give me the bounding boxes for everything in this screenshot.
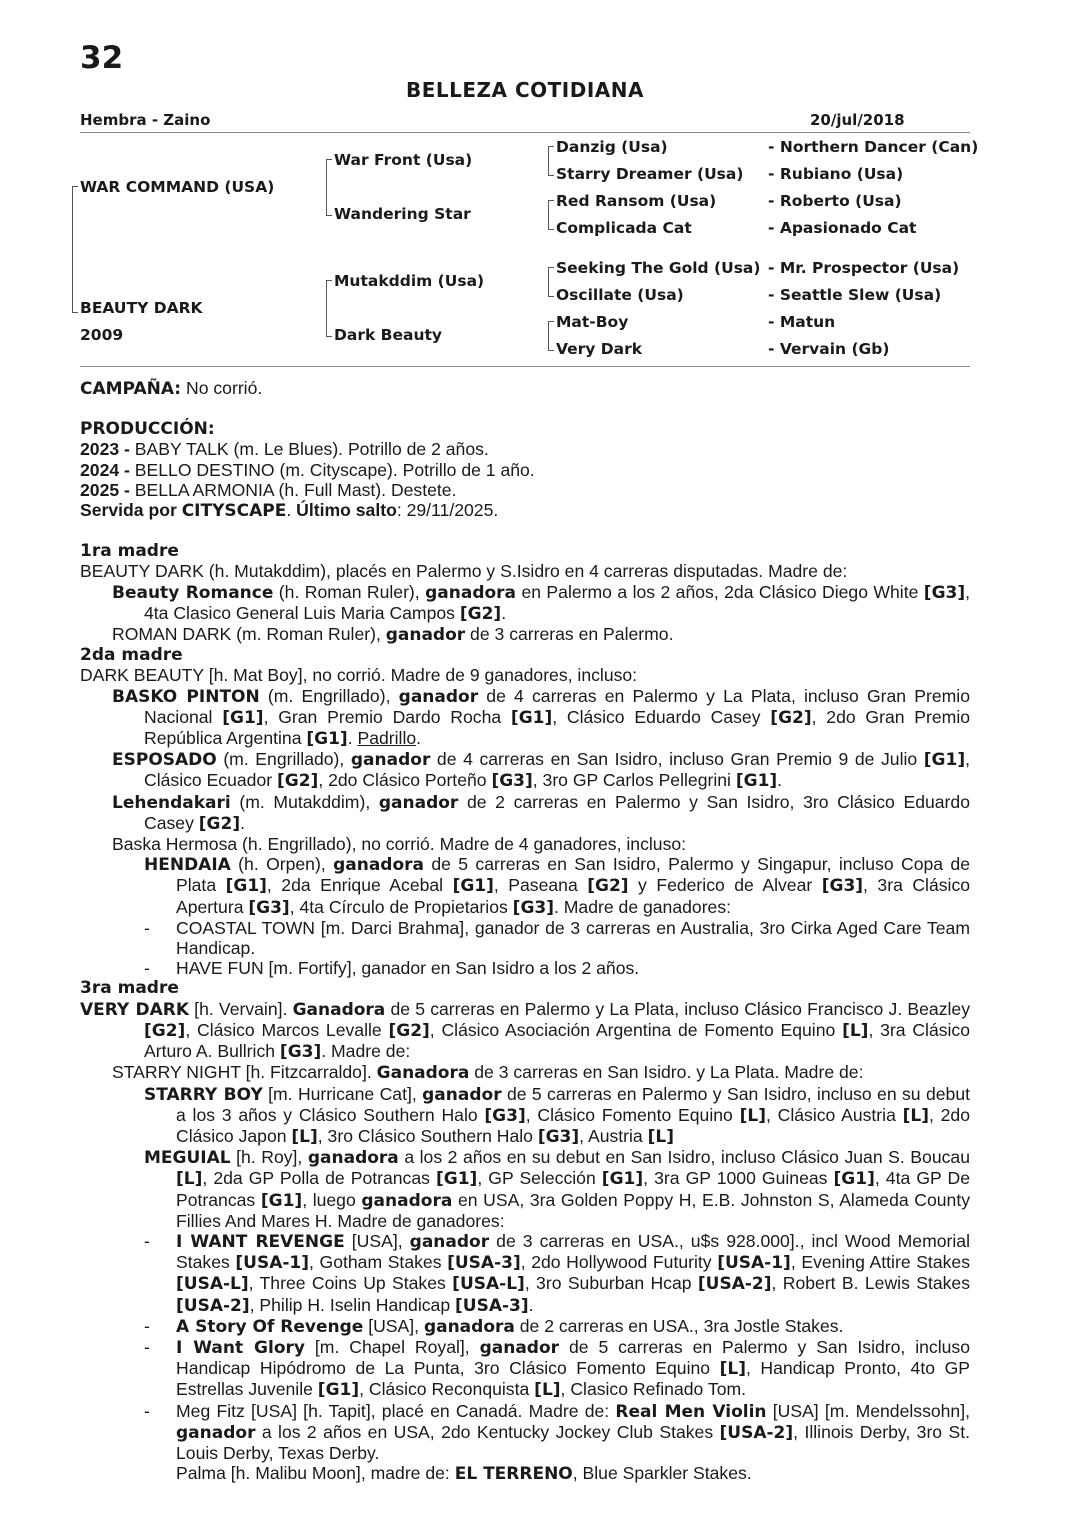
madre3-meg-fitz: - Meg Fitz [USA] [h. Tapit], placé en Canadá. Madre de: Real Men Violin [USA] [m. Mendelssohn], ganador a los 2 años en USA, 2do Kentucky Jockey Club Stakes [USA-2], Illinois Derby, 3ro St. Louis Derby, Texas Derby. <box>144 1400 970 1463</box>
madre3-meguial: MEGUIAL [h. Roy], ganadora a los 2 años en su debut en San Isidro, incluso Clásico Juan S. Boucau [L], 2da GP Polla de Potrancas [G1], GP Selección [G1], 3ra GP 1000 Guineas [G1], 4ta GP De Potrancas [G1], luego ganadora en USA, 3ra Golden Poppy H, E.B. Johnston S, Alameda County Fillies And Mares H. Madre de ganadores: <box>144 1147 971 1231</box>
madre2-havefun: - HAVE FUN [m. Fortify], ganador en San Isidro a los 2 años. <box>144 958 640 979</box>
pedigree-bracket-1 <box>72 186 78 313</box>
servida: Servida por CITYSCAPE. Último salto: 29/11/2025. <box>80 500 499 522</box>
pedigree-bracket-2 <box>326 159 332 216</box>
madre3-i-want-glory: - I Want Glory [m. Chapel Royal], ganador de 5 carreras en Palermo y San Isidro, incluso Handicap Hipódromo de La Punta, 3ro Clásico Fomento Equino [L], Handicap Pronto, 4to GP Estrellas Juvenile [G1], Clásico Reconquista [L], Clasico Refinado Tom. <box>144 1336 971 1401</box>
campana: CAMPAÑA: No corrió. <box>80 378 263 399</box>
pedigree-sire: WAR COMMAND (USA) <box>80 178 275 196</box>
madre2-baska: Baska Hermosa (h. Engrillado), no corrió. Madre de 4 ganadores, incluso: <box>112 834 687 855</box>
pedigree-g2-4: Dark Beauty <box>334 326 443 344</box>
pedigree-bracket-6 <box>548 267 554 297</box>
madre3-starry-boy: STARRY BOY [m. Hurricane Cat], ganador de 5 carreras en Palermo y San Isidro, incluso en su debut a los 3 años y Clásico Southern Halo [G3], Clásico Fomento Equino [L], Clásico Austria [L], 2do Clásico Japon [L], 3ro Clásico Southern Halo [G3], Austria [L] <box>144 1083 971 1147</box>
madre2-basko: BASKO PINTON (m. Engrillado), ganador de 4 carreras en Palermo y La Plata, incluso Gran Premio Nacional [G1], Gran Premio Dardo Rocha [G1], Clásico Eduardo Casey [G2], 2do Gran Premio República Argentina [G1]. Padrillo. <box>112 685 971 750</box>
madre1-produce-1: Beauty Romance (h. Roman Ruler), ganadora en Palermo a los 2 años, 2da Clásico Diego White [G3], 4ta Clasico General Luis Maria Campos [G2]. <box>112 581 971 624</box>
pedigree-g3-8: Very Dark <box>556 340 643 358</box>
catalog-body <box>80 378 970 1484</box>
madre1-intro: BEAUTY DARK (h. Mutakddim), placés en Palermo y S.Isidro en 4 carreras disputadas. Madre de: <box>80 561 848 582</box>
pedigree-bracket-4 <box>548 146 554 176</box>
pedigree-dam-year: 2009 <box>80 326 124 344</box>
madre1-produce-2: ROMAN DARK (m. Roman Ruler), ganador de 3 carreras en Palermo. <box>112 624 674 646</box>
sex-color: Hembra - Zaino <box>80 111 211 129</box>
pedigree-g3-1: Danzig (Usa) <box>556 138 668 156</box>
pedigree-g3-5: Seeking The Gold (Usa) <box>556 259 761 277</box>
pedigree-bracket-7 <box>548 321 554 351</box>
madre2-hendaia: HENDAIA (h. Orpen), ganadora de 5 carreras en San Isidro, Palermo y Singapur, incluso Copa de Plata [G1], 2da Enrique Acebal [G1], Paseana [G2] y Federico de Alvear [G3], 3ra Clásico Apertura [G3], 4ta Círculo de Propietarios [G3]. Madre de ganadores: <box>144 854 971 918</box>
pedigree-g2-1: War Front (Usa) <box>334 151 473 169</box>
madre2-coastal: - COASTAL TOWN [m. Darci Brahma], ganador de 3 carreras en Australia, 3ro Cirka Aged Care Team Handicap. <box>144 917 970 959</box>
pedigree-separator <box>80 366 970 367</box>
madre3-story-of-revenge: - A Story Of Revenge [USA], ganadora de 2 carreras en USA., 3ra Jostle Stakes. <box>144 1315 844 1337</box>
madre3-starry-night: STARRY NIGHT [h. Fitzcarraldo]. Ganadora de 3 carreras en San Isidro. y La Plata. Madre de: <box>112 1062 864 1084</box>
pedigree-bracket-3 <box>326 280 332 337</box>
pedigree-bracket-5 <box>548 200 554 230</box>
pedigree-g4-8: - Vervain (Gb) <box>768 340 890 358</box>
madre3-title: 3ra madre <box>80 978 179 999</box>
birth-date: 20/jul/2018 <box>810 111 905 129</box>
pedigree-g4-5: - Mr. Prospector (Usa) <box>768 259 960 277</box>
pedigree-g3-7: Mat-Boy <box>556 313 629 331</box>
pedigree-g4-2: - Rubiano (Usa) <box>768 165 904 183</box>
madre2-title: 2da madre <box>80 645 183 666</box>
lot-number: 32 <box>80 40 124 76</box>
produccion-item: 2023 - BABY TALK (m. Le Blues). Potrillo de 2 años. <box>80 439 489 460</box>
madre3-i-want-revenge: - I WANT REVENGE [USA], ganador de 3 carreras en USA., u$s 928.000]., incl Wood Memorial Stakes [USA-1], Gotham Stakes [USA-3], 2do Hollywood Futurity [USA-1], Evening Attire Stakes [USA-L], Three Coins Up Stakes [USA-L], 3ro Suburban Hcap [USA-2], Robert B. Lewis Stakes [USA-2], Philip H. Iselin Handicap [USA-3]. <box>144 1230 971 1316</box>
pedigree-g3-2: Starry Dreamer (Usa) <box>556 165 744 183</box>
madre3-palma: Palma [h. Malibu Moon], madre de: EL TERRENO, Blue Sparkler Stakes. <box>176 1463 752 1485</box>
madre2-lehendakari: Lehendakari (m. Mutakddim), ganador de 2 carreras en Palermo y San Isidro, 3ro Clásico Eduardo Casey [G2]. <box>112 791 970 834</box>
pedigree-g4-6: - Seattle Slew (Usa) <box>768 286 942 304</box>
produccion-item: 2025 - BELLA ARMONIA (h. Full Mast). Destete. <box>80 479 457 500</box>
pedigree-g4-1: - Northern Dancer (Can) <box>768 138 979 156</box>
pedigree-g4-4: - Apasionado Cat <box>768 219 917 237</box>
pedigree-g4-7: - Matun <box>768 313 836 331</box>
pedigree-g4-3: - Roberto (Usa) <box>768 192 902 210</box>
pedigree-dam: BEAUTY DARK <box>80 299 203 317</box>
pedigree-g3-3: Red Ransom (Usa) <box>556 192 717 210</box>
pedigree-g3-6: Oscillate (Usa) <box>556 286 684 304</box>
madre2-esposado: ESPOSADO (m. Engrillado), ganador de 4 carreras en San Isidro, incluso Gran Premio 9 de Julio [G1], Clásico Ecuador [G2], 2do Clásico Porteño [G3], 3ro GP Carlos Pellegrini [G1]. <box>112 749 970 792</box>
pedigree-g2-2: Wandering Star <box>334 205 471 223</box>
madre1-title: 1ra madre <box>80 541 179 562</box>
produccion-item: 2024 - BELLO DESTINO (m. Cityscape). Potrillo de 1 año. <box>80 459 535 480</box>
madre3-very-dark: VERY DARK [h. Vervain]. Ganadora de 5 carreras en Palermo y La Plata, incluso Clásico Francisco J. Beazley [G2], Clásico Marcos Levalle [G2], Clásico Asociación Argentina de Fomento Equino [L], 3ra Clásico Arturo A. Bullrich [G3]. Madre de: <box>80 998 971 1063</box>
madre2-intro: DARK BEAUTY [h. Mat Boy], no corrió. Madre de 9 ganadores, incluso: <box>80 665 638 686</box>
pedigree-g2-3: Mutakddim (Usa) <box>334 272 485 290</box>
header-separator <box>80 132 970 133</box>
pedigree-g3-4: Complicada Cat <box>556 219 692 237</box>
horse-name: BELLEZA COTIDIANA <box>405 78 644 102</box>
produccion-title: PRODUCCIÓN: <box>80 419 215 440</box>
